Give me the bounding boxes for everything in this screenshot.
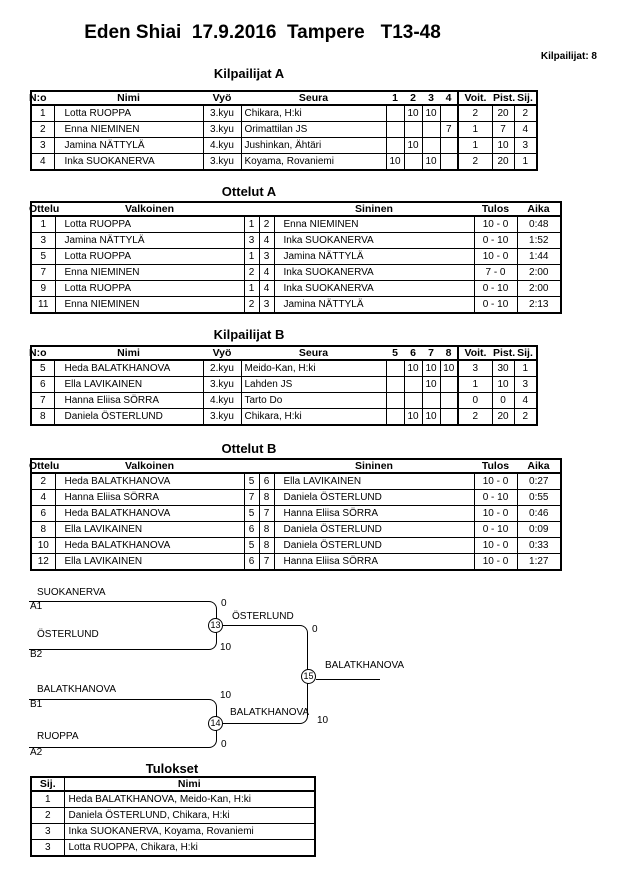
seura-cell: Chikara, H:ki xyxy=(241,105,386,122)
col-header-nimi: Nimi xyxy=(54,91,203,105)
match-number-cell: 9 xyxy=(31,281,55,297)
time-cell: 0:46 xyxy=(517,506,561,522)
blue-number-cell: 4 xyxy=(259,265,274,281)
table-row xyxy=(31,791,315,808)
no-cell: 4 xyxy=(31,154,54,171)
blue-number-cell: 8 xyxy=(259,538,274,554)
score-cell xyxy=(386,138,404,154)
header-row xyxy=(31,346,537,360)
table-row xyxy=(31,490,561,506)
section-title-tulokset: Tulokset xyxy=(145,761,199,776)
kilpailijat-b-table xyxy=(30,345,538,426)
header-row xyxy=(31,459,561,473)
match-number-cell: 10 xyxy=(31,538,55,554)
white-name-cell: Hanna Eliisa SÖRRA xyxy=(55,490,244,506)
score-cell: 10 xyxy=(422,105,440,122)
col-header-aika: Aika xyxy=(517,202,561,216)
white-name-cell: Jamina NÄTTYLÄ xyxy=(55,233,244,249)
bracket-score: 0 xyxy=(221,739,227,750)
match-number-cell: 5 xyxy=(31,249,55,265)
voit-cell: 1 xyxy=(458,377,492,393)
voit-cell: 1 xyxy=(458,122,492,138)
table-row xyxy=(31,360,537,377)
white-number-cell: 6 xyxy=(244,522,259,538)
col-header-sij: Sij. xyxy=(514,91,537,105)
score-cell: 10 xyxy=(422,154,440,171)
col-header-sij: Sij. xyxy=(31,777,64,791)
result-cell: 10 - 0 xyxy=(474,473,517,490)
score-cell: 10 xyxy=(440,360,458,377)
place-cell: 3 xyxy=(31,824,64,840)
col-header-ottelu: Ottelu xyxy=(29,460,60,472)
time-cell: 0:09 xyxy=(517,522,561,538)
blue-number-cell: 4 xyxy=(259,233,274,249)
bracket-semi2-winner-name: BALATKHANOVA xyxy=(230,707,310,718)
voit-cell: 1 xyxy=(458,138,492,154)
sij-cell: 3 xyxy=(514,138,537,154)
col-header-seura: Seura xyxy=(241,91,386,105)
col-header-blue-number xyxy=(259,202,274,216)
bracket-player-name: SUOKANERVA xyxy=(37,587,106,598)
voit-cell: 2 xyxy=(458,105,492,122)
bracket-line-semi1-winner xyxy=(223,625,308,677)
match-number-cell: 8 xyxy=(31,522,55,538)
pist-cell: 10 xyxy=(492,377,514,393)
sij-cell: 4 xyxy=(514,393,537,409)
bracket-semi1-winner-name: ÖSTERLUND xyxy=(232,611,294,622)
bracket-player-name: RUOPPA xyxy=(37,731,79,742)
header-row xyxy=(31,91,537,105)
col-header-aika: Aika xyxy=(517,459,561,473)
col-header-no: N:o xyxy=(31,91,54,105)
white-number-cell: 3 xyxy=(244,233,259,249)
col-header-3: 3 xyxy=(422,91,440,105)
result-cell: 10 - 0 xyxy=(474,249,517,265)
time-cell: 0:48 xyxy=(517,216,561,233)
score-cell xyxy=(440,409,458,426)
table-row xyxy=(31,824,315,840)
blue-number-cell: 7 xyxy=(259,506,274,522)
blue-name-cell: Inka SUOKANERVA xyxy=(274,281,474,297)
seura-cell: Tarto Do xyxy=(241,393,386,409)
score-cell xyxy=(440,138,458,154)
score-cell: 10 xyxy=(422,377,440,393)
table-row xyxy=(31,522,561,538)
kilpailijat-a-table xyxy=(30,90,538,171)
header-row xyxy=(31,202,561,216)
time-cell: 1:52 xyxy=(517,233,561,249)
white-number-cell: 5 xyxy=(244,506,259,522)
match-number-cell: 12 xyxy=(31,554,55,571)
col-header-4: 4 xyxy=(440,91,458,105)
seura-cell: Chikara, H:ki xyxy=(241,409,386,426)
blue-name-cell: Hanna Eliisa SÖRRA xyxy=(274,554,474,571)
bracket-score: 10 xyxy=(220,642,232,653)
col-header-valkoinen: Valkoinen xyxy=(55,459,244,473)
col-header-vyo: Vyö xyxy=(203,91,241,105)
score-cell: 10 xyxy=(422,409,440,426)
sij-cell: 1 xyxy=(514,154,537,171)
white-name-cell: Enna NIEMINEN xyxy=(55,265,244,281)
col-header-sininen: Sininen xyxy=(274,202,474,216)
result-cell: 10 - 0 xyxy=(474,216,517,233)
vyo-cell: 4.kyu xyxy=(203,138,241,154)
no-cell: 3 xyxy=(31,138,54,154)
blue-name-cell: Daniela ÖSTERLUND xyxy=(274,490,474,506)
section-title-kilpailijat-b: Kilpailijat B xyxy=(213,327,285,342)
time-cell: 1:44 xyxy=(517,249,561,265)
white-name-cell: Lotta RUOPPA xyxy=(55,249,244,265)
result-name-cell: Inka SUOKANERVA, Koyama, Rovaniemi xyxy=(64,824,315,840)
seura-cell: Lahden JS xyxy=(241,377,386,393)
table-row xyxy=(31,377,537,393)
col-header-sij: Sij. xyxy=(514,346,537,360)
time-cell: 0:55 xyxy=(517,490,561,506)
bracket-final-winner-name: BALATKHANOVA xyxy=(325,660,405,671)
col-header-vyo: Vyö xyxy=(203,346,241,360)
bracket-line-b1 xyxy=(29,699,217,724)
table-row xyxy=(31,233,561,249)
table-row xyxy=(31,281,561,297)
match-number-cell: 2 xyxy=(31,473,55,490)
pist-cell: 20 xyxy=(492,154,514,171)
match-number-cell: 7 xyxy=(31,265,55,281)
nimi-cell: Jamina NÄTTYLÄ xyxy=(54,138,203,154)
blue-name-cell: Inka SUOKANERVA xyxy=(274,233,474,249)
col-header-5: 5 xyxy=(386,346,404,360)
white-number-cell: 5 xyxy=(244,538,259,554)
result-cell: 10 - 0 xyxy=(474,538,517,554)
nimi-cell: Inka SUOKANERVA xyxy=(54,154,203,171)
time-cell: 2:13 xyxy=(517,297,561,314)
result-name-cell: Daniela ÖSTERLUND, Chikara, H:ki xyxy=(64,808,315,824)
blue-number-cell: 3 xyxy=(259,297,274,314)
blue-name-cell: Daniela ÖSTERLUND xyxy=(274,522,474,538)
no-cell: 5 xyxy=(31,360,54,377)
score-cell: 10 xyxy=(404,138,422,154)
blue-number-cell: 8 xyxy=(259,490,274,506)
score-cell xyxy=(404,122,422,138)
result-cell: 10 - 0 xyxy=(474,506,517,522)
col-header-voit: Voit. xyxy=(458,346,492,360)
score-cell: 10 xyxy=(386,154,404,171)
score-cell xyxy=(386,122,404,138)
result-name-cell: Heda BALATKHANOVA, Meido-Kan, H:ki xyxy=(64,791,315,808)
pist-cell: 30 xyxy=(492,360,514,377)
ottelut-b-table xyxy=(30,458,562,571)
seura-cell: Jushinkan, Ähtäri xyxy=(241,138,386,154)
score-cell: 10 xyxy=(404,360,422,377)
white-name-cell: Lotta RUOPPA xyxy=(55,281,244,297)
white-name-cell: Enna NIEMINEN xyxy=(55,297,244,314)
place-cell: 2 xyxy=(31,808,64,824)
table-row xyxy=(31,122,537,138)
voit-cell: 3 xyxy=(458,360,492,377)
white-name-cell: Heda BALATKHANOVA xyxy=(55,538,244,554)
col-header-white-number xyxy=(244,459,259,473)
nimi-cell: Lotta RUOPPA xyxy=(54,105,203,122)
match-number-cell: 4 xyxy=(31,490,55,506)
white-number-cell: 2 xyxy=(244,265,259,281)
match-number-cell: 1 xyxy=(31,216,55,233)
table-row xyxy=(31,138,537,154)
table-row xyxy=(31,393,537,409)
result-cell: 7 - 0 xyxy=(474,265,517,281)
white-number-cell: 6 xyxy=(244,554,259,571)
bracket-seed-label: B2 xyxy=(30,649,43,660)
pist-cell: 7 xyxy=(492,122,514,138)
no-cell: 8 xyxy=(31,409,54,426)
sij-cell: 4 xyxy=(514,122,537,138)
nimi-cell: Enna NIEMINEN xyxy=(54,122,203,138)
col-header-tulos: Tulos xyxy=(474,202,517,216)
bracket-line-final-winner xyxy=(316,679,380,680)
col-header-1: 1 xyxy=(386,91,404,105)
vyo-cell: 3.kyu xyxy=(203,122,241,138)
blue-number-cell: 6 xyxy=(259,473,274,490)
sij-cell: 2 xyxy=(514,105,537,122)
no-cell: 6 xyxy=(31,377,54,393)
nimi-cell: Hanna Eliisa SÖRRA xyxy=(54,393,203,409)
white-name-cell: Ella LAVIKAINEN xyxy=(55,554,244,571)
vyo-cell: 3.kyu xyxy=(203,409,241,426)
sij-cell: 3 xyxy=(514,377,537,393)
match-number-cell: 3 xyxy=(31,233,55,249)
pist-cell: 10 xyxy=(492,138,514,154)
bracket-score: 10 xyxy=(317,715,329,726)
nimi-cell: Heda BALATKHANOVA xyxy=(54,360,203,377)
table-row xyxy=(31,216,561,233)
white-number-cell: 1 xyxy=(244,281,259,297)
score-cell: 7 xyxy=(440,122,458,138)
voit-cell: 2 xyxy=(458,154,492,171)
col-header-pist: Pist. xyxy=(493,92,516,104)
pist-cell: 0 xyxy=(492,393,514,409)
no-cell: 1 xyxy=(31,105,54,122)
col-header-8: 8 xyxy=(440,346,458,360)
score-cell xyxy=(440,377,458,393)
place-cell: 1 xyxy=(31,791,64,808)
time-cell: 0:27 xyxy=(517,473,561,490)
vyo-cell: 3.kyu xyxy=(203,377,241,393)
table-row xyxy=(31,154,537,171)
blue-name-cell: Inka SUOKANERVA xyxy=(274,265,474,281)
time-cell: 2:00 xyxy=(517,265,561,281)
col-header-nimi: Nimi xyxy=(54,346,203,360)
participants-count-label: Kilpailijat: 8 xyxy=(540,51,597,62)
section-title-kilpailijat-a: Kilpailijat A xyxy=(213,66,285,81)
bracket-player-name: ÖSTERLUND xyxy=(37,629,99,640)
blue-number-cell: 8 xyxy=(259,522,274,538)
white-number-cell: 7 xyxy=(244,490,259,506)
blue-name-cell: Hanna Eliisa SÖRRA xyxy=(274,506,474,522)
col-header-ottelu: Ottelu xyxy=(29,203,60,215)
col-header-white-number xyxy=(244,202,259,216)
score-cell xyxy=(422,393,440,409)
seura-cell: Orimattilan JS xyxy=(241,122,386,138)
no-cell: 2 xyxy=(31,122,54,138)
blue-number-cell: 2 xyxy=(259,216,274,233)
voit-cell: 2 xyxy=(458,409,492,426)
match-number-circle-15: 15 xyxy=(301,669,316,684)
table-row xyxy=(31,840,315,857)
blue-name-cell: Ella LAVIKAINEN xyxy=(274,473,474,490)
vyo-cell: 4.kyu xyxy=(203,393,241,409)
score-cell xyxy=(386,360,404,377)
table-row xyxy=(31,249,561,265)
seura-cell: Koyama, Rovaniemi xyxy=(241,154,386,171)
white-name-cell: Lotta RUOPPA xyxy=(55,216,244,233)
col-header-no: N:o xyxy=(31,346,54,360)
blue-name-cell: Enna NIEMINEN xyxy=(274,216,474,233)
blue-number-cell: 3 xyxy=(259,249,274,265)
score-cell xyxy=(386,409,404,426)
col-header-sininen: Sininen xyxy=(274,459,474,473)
table-row xyxy=(31,538,561,554)
table-row xyxy=(31,473,561,490)
sij-cell: 1 xyxy=(514,360,537,377)
score-cell xyxy=(386,105,404,122)
score-cell xyxy=(440,105,458,122)
col-header-pist: Pist. xyxy=(493,347,516,359)
col-header-blue-number xyxy=(259,459,274,473)
col-header-7: 7 xyxy=(422,346,440,360)
section-title-ottelut-b: Ottelut B xyxy=(221,441,277,456)
score-cell: 10 xyxy=(404,409,422,426)
time-cell: 0:33 xyxy=(517,538,561,554)
score-cell xyxy=(386,393,404,409)
blue-name-cell: Jamina NÄTTYLÄ xyxy=(274,249,474,265)
col-header-2: 2 xyxy=(404,91,422,105)
col-header-seura: Seura xyxy=(241,346,386,360)
bracket-score: 10 xyxy=(220,690,232,701)
result-cell: 0 - 10 xyxy=(474,522,517,538)
col-header-6: 6 xyxy=(404,346,422,360)
bracket-seed-label: A2 xyxy=(30,747,43,758)
bracket-seed-label: A1 xyxy=(30,601,43,612)
bracket-player-name: BALATKHANOVA xyxy=(37,684,117,695)
white-name-cell: Ella LAVIKAINEN xyxy=(55,522,244,538)
score-cell xyxy=(404,393,422,409)
result-cell: 0 - 10 xyxy=(474,233,517,249)
page-title: Eden Shiai 17.9.2016 Tampere T13-48 xyxy=(84,22,441,43)
nimi-cell: Ella LAVIKAINEN xyxy=(54,377,203,393)
seura-cell: Meido-Kan, H:ki xyxy=(241,360,386,377)
score-cell xyxy=(422,138,440,154)
table-row xyxy=(31,297,561,314)
col-header-tulos: Tulos xyxy=(474,459,517,473)
col-header-nimi: Nimi xyxy=(64,777,315,791)
white-name-cell: Heda BALATKHANOVA xyxy=(55,473,244,490)
blue-number-cell: 4 xyxy=(259,281,274,297)
result-cell: 10 - 0 xyxy=(474,554,517,571)
white-number-cell: 1 xyxy=(244,216,259,233)
white-number-cell: 5 xyxy=(244,473,259,490)
col-header-valkoinen: Valkoinen xyxy=(55,202,244,216)
result-cell: 0 - 10 xyxy=(474,297,517,314)
voit-cell: 0 xyxy=(458,393,492,409)
white-number-cell: 2 xyxy=(244,297,259,314)
match-number-circle-13: 13 xyxy=(208,618,223,633)
score-cell xyxy=(404,154,422,171)
bracket-seed-label: B1 xyxy=(30,699,43,710)
pist-cell: 20 xyxy=(492,105,514,122)
score-cell xyxy=(404,377,422,393)
nimi-cell: Daniela ÖSTERLUND xyxy=(54,409,203,426)
vyo-cell: 3.kyu xyxy=(203,105,241,122)
col-header-voit: Voit. xyxy=(458,91,492,105)
ottelut-a-table xyxy=(30,201,562,314)
score-cell xyxy=(440,154,458,171)
score-cell: 10 xyxy=(422,360,440,377)
section-title-ottelut-a: Ottelut A xyxy=(221,184,277,199)
white-number-cell: 1 xyxy=(244,249,259,265)
vyo-cell: 2.kyu xyxy=(203,360,241,377)
table-row xyxy=(31,265,561,281)
time-cell: 2:00 xyxy=(517,281,561,297)
score-cell xyxy=(422,122,440,138)
white-name-cell: Heda BALATKHANOVA xyxy=(55,506,244,522)
bracket-score: 0 xyxy=(312,624,318,635)
match-number-cell: 6 xyxy=(31,506,55,522)
no-cell: 7 xyxy=(31,393,54,409)
table-row xyxy=(31,808,315,824)
blue-name-cell: Jamina NÄTTYLÄ xyxy=(274,297,474,314)
tulokset-table xyxy=(30,776,316,857)
bracket-line-a1 xyxy=(29,601,217,625)
match-number-circle-14: 14 xyxy=(208,716,223,731)
time-cell: 1:27 xyxy=(517,554,561,571)
bracket-score: 0 xyxy=(221,598,227,609)
table-row xyxy=(31,554,561,571)
score-cell xyxy=(386,377,404,393)
match-number-cell: 11 xyxy=(31,297,55,314)
table-row xyxy=(31,506,561,522)
result-cell: 0 - 10 xyxy=(474,490,517,506)
place-cell: 3 xyxy=(31,840,64,857)
score-cell xyxy=(440,393,458,409)
sij-cell: 2 xyxy=(514,409,537,426)
vyo-cell: 3.kyu xyxy=(203,154,241,171)
score-cell: 10 xyxy=(404,105,422,122)
result-cell: 0 - 10 xyxy=(474,281,517,297)
result-name-cell: Lotta RUOPPA, Chikara, H:ki xyxy=(64,840,315,857)
table-row xyxy=(31,409,537,426)
pist-cell: 20 xyxy=(492,409,514,426)
blue-name-cell: Daniela ÖSTERLUND xyxy=(274,538,474,554)
header-row xyxy=(31,777,315,791)
table-row xyxy=(31,105,537,122)
blue-number-cell: 7 xyxy=(259,554,274,571)
